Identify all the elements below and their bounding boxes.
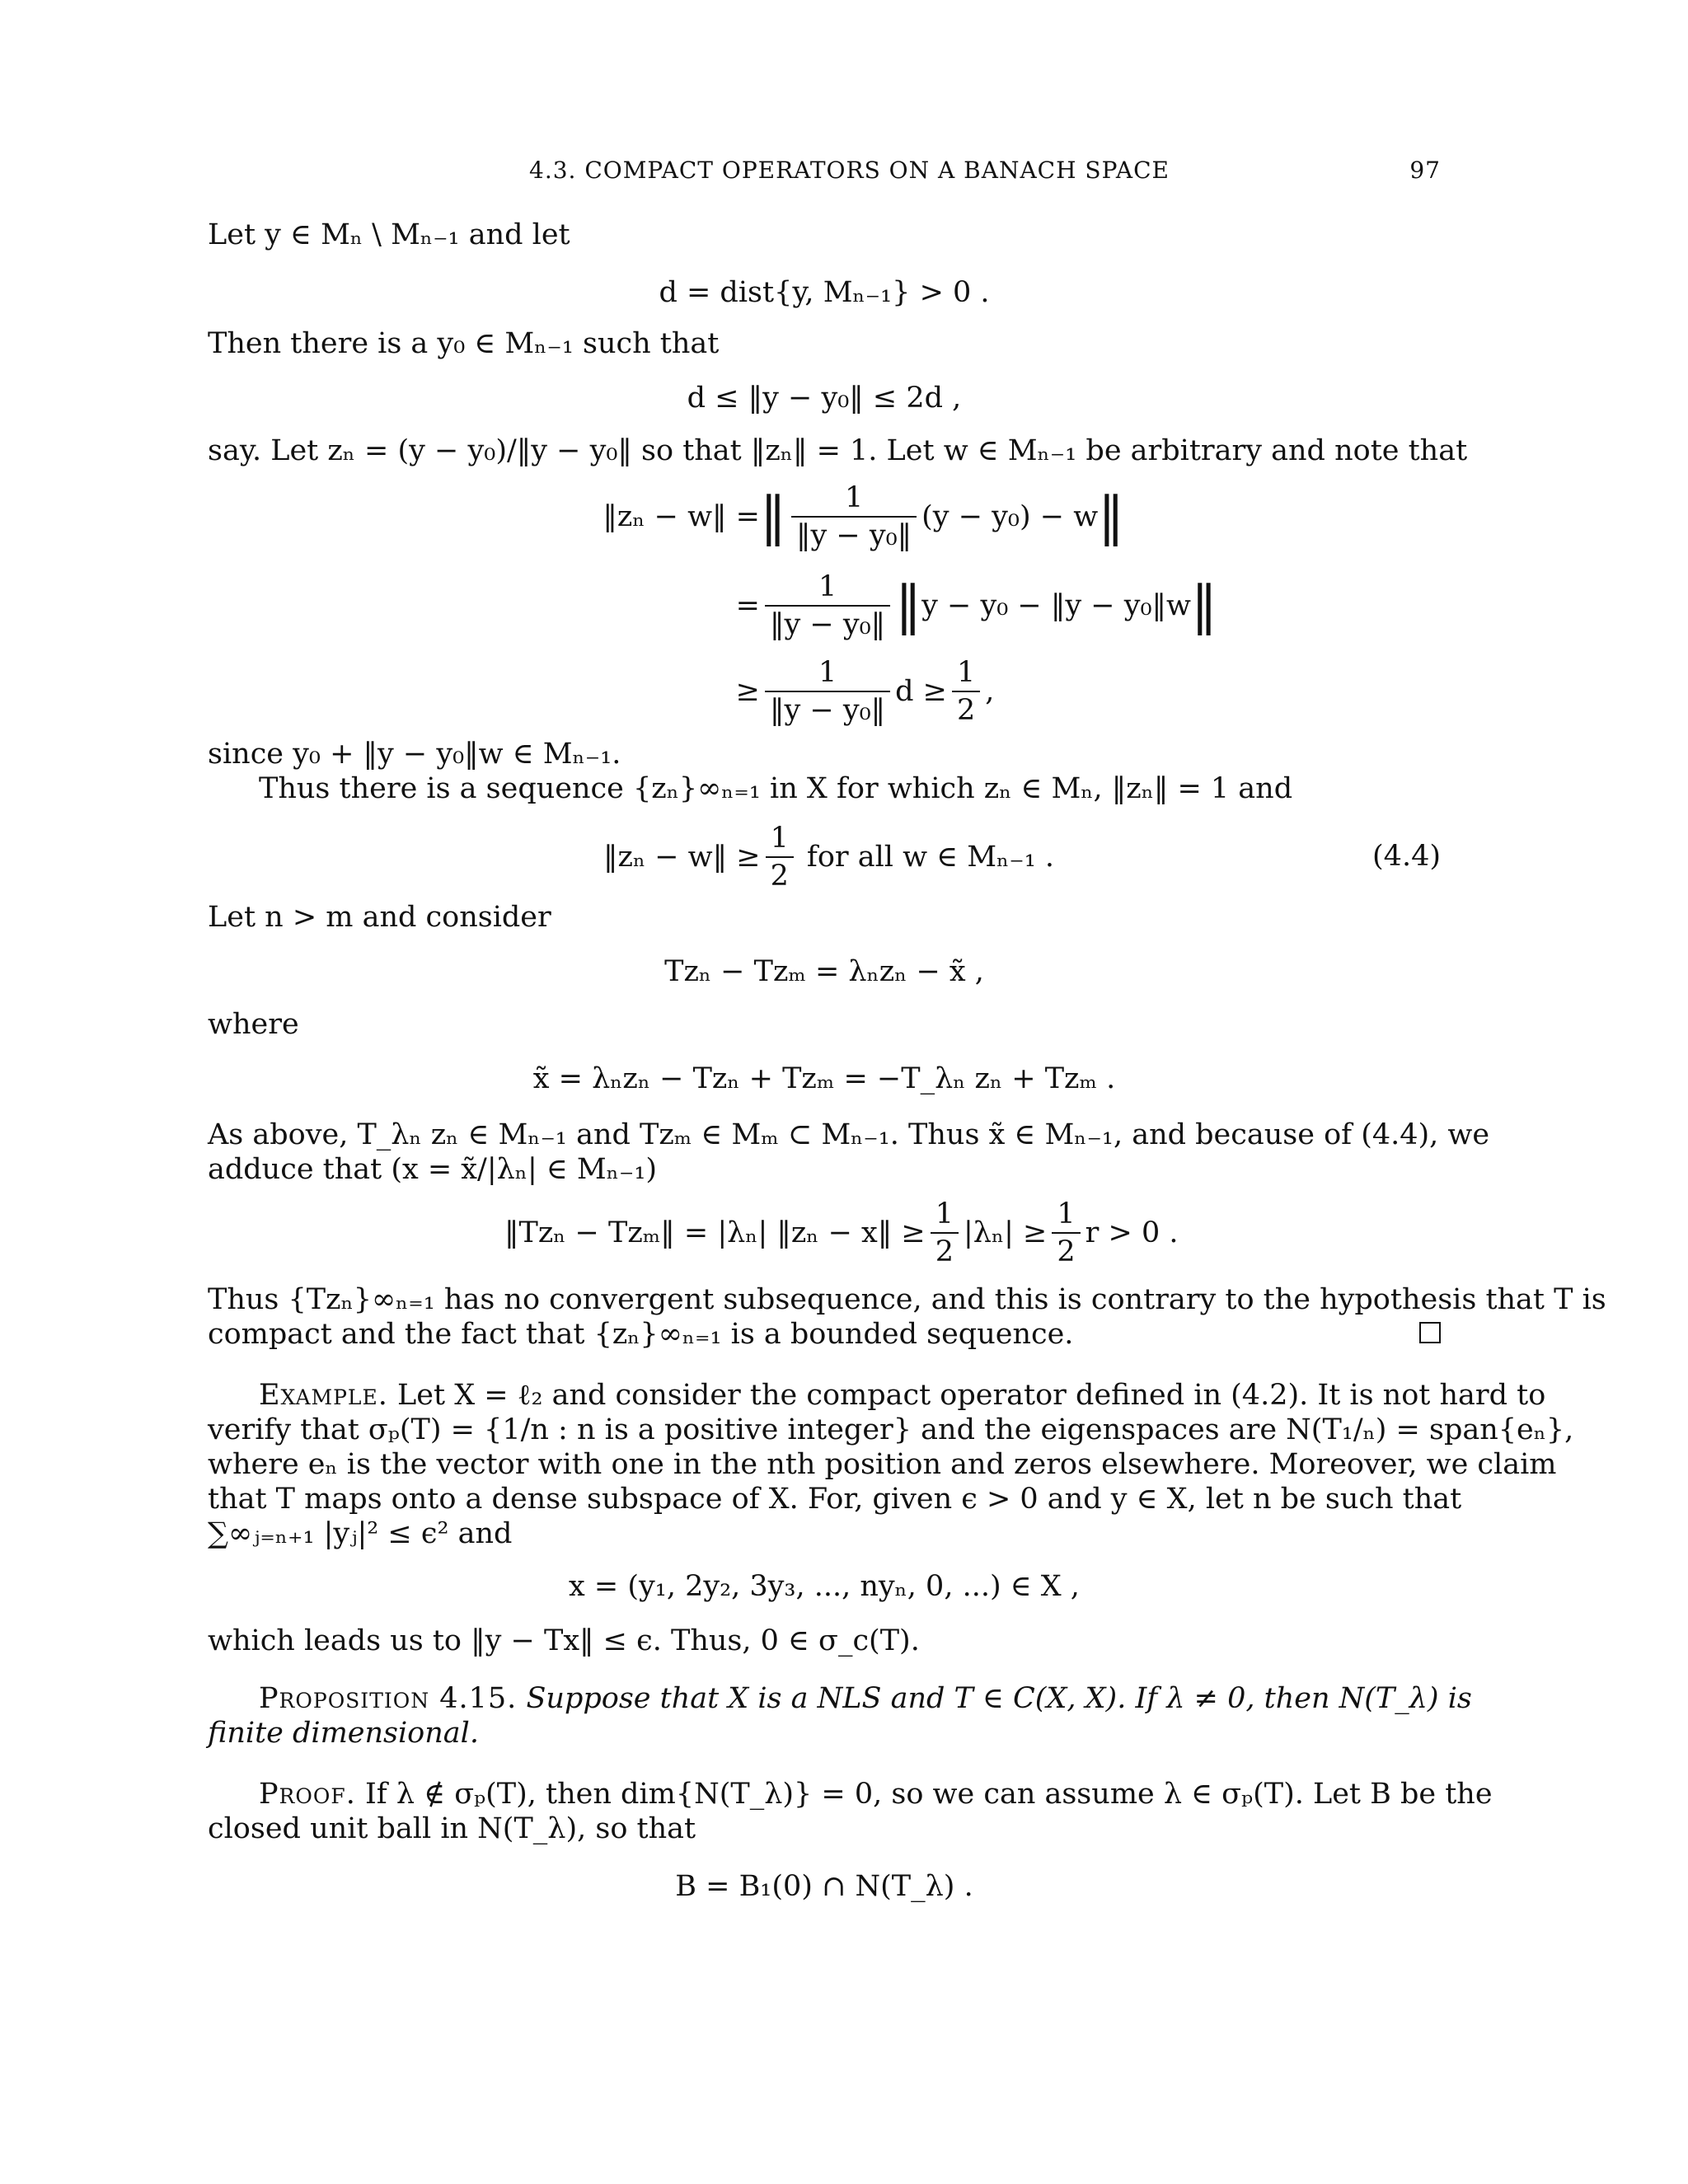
derivation-lhs: ‖zₙ − w‖ =: [603, 500, 760, 533]
equation-mid: |λₙ| ≥: [964, 1216, 1048, 1249]
text-line: [208, 1681, 1492, 1716]
fraction-half: [1052, 1196, 1080, 1270]
text-line: [208, 1378, 1546, 1413]
text-line: where: [208, 1008, 299, 1041]
qed-box-icon: [1419, 1322, 1441, 1343]
fraction-numerator: 1: [952, 654, 980, 692]
derivation-term: (y − y₀) − w: [921, 500, 1099, 533]
proof-label: Proof.: [259, 1778, 356, 1811]
equation-dist: d = dist{y, Mₙ₋₁} > 0 .: [659, 276, 990, 309]
fraction-numerator: 1: [791, 480, 917, 518]
derivation-term: d ≥: [895, 675, 948, 708]
derivation-row-2: [546, 560, 1217, 651]
norm-bar-left: ‖: [760, 486, 786, 547]
proposition-label: Proposition 4.15.: [259, 1682, 518, 1715]
running-header: 4.3. COMPACT OPERATORS ON A BANACH SPACE: [529, 157, 1170, 184]
text-line: [208, 1777, 1492, 1811]
equation-norm-inequality: [504, 1192, 1178, 1274]
fraction-numerator: 1: [765, 569, 890, 607]
text-line: [208, 1317, 1441, 1352]
text-line: adduce that (x = x̃/|λₙ| ∈ Mₙ₋₁): [208, 1153, 658, 1186]
equation-4-4: [603, 816, 1054, 898]
fraction-half: [931, 1196, 959, 1270]
fraction-half: [952, 654, 980, 729]
fraction: [765, 569, 890, 643]
text-line: Then there is a y₀ ∈ Mₙ₋₁ such that: [208, 327, 720, 360]
fraction-denominator: ‖y − y₀‖: [770, 694, 886, 727]
text-span: If λ ∉ σₚ(T), then dim{N(T_λ)} = 0, so we can assume λ ∈ σₚ(T). Let B be the: [364, 1778, 1493, 1811]
equation-b: B = B₁(0) ∩ N(T_λ) .: [675, 1870, 973, 1903]
page: [208, 0, 1606, 2184]
proposition-text: finite dimensional.: [208, 1717, 479, 1750]
fraction: [791, 480, 917, 554]
fraction: [765, 654, 890, 729]
fraction-denominator: 2: [935, 1235, 954, 1268]
derivation-row-1: [546, 471, 1124, 562]
norm-bar-right: ‖: [1098, 486, 1125, 547]
derivation-end: ,: [985, 675, 995, 708]
text-line: Thus {Tzₙ}∞ₙ₌₁ has no convergent subsequence, and this is contrary to the hypothesis that T is: [208, 1283, 1606, 1316]
page-number: 97: [1409, 157, 1441, 184]
text-line: [208, 1716, 1441, 1750]
equation-rhs: for all w ∈ Mₙ₋₁ .: [806, 841, 1054, 874]
derivation-row-3: [546, 646, 994, 737]
equation-bound: d ≤ ‖y − y₀‖ ≤ 2d ,: [687, 382, 962, 415]
derivation-lhs: ≥: [735, 675, 760, 708]
text-line: verify that σₚ(T) = {1/n : n is a positive integer} and the eigenspaces are N(T₁/ₙ) = span{eₙ},: [208, 1413, 1574, 1446]
equation-end: r > 0 .: [1085, 1216, 1179, 1249]
fraction-denominator: ‖y − y₀‖: [770, 608, 886, 641]
fraction-half: [766, 820, 794, 894]
text-span: compact and the fact that {zₙ}∞ₙ₌₁ is a bounded sequence.: [208, 1318, 1074, 1351]
text-line: Let n > m and consider: [208, 901, 551, 934]
fraction-numerator: 1: [765, 654, 890, 692]
fraction-denominator: ‖y − y₀‖: [796, 519, 912, 552]
equation-xtilde: x̃ = λₙzₙ − Tzₙ + Tzₘ = −T_λₙ zₙ + Tzₘ .: [532, 1062, 1116, 1095]
proposition-text: Suppose that X is a NLS and T ∈ C(X, X). If λ ≠ 0, then N(T_λ) is: [526, 1682, 1472, 1715]
text-line: where eₙ is the vector with one in the nth position and zeros elsewhere. Moreover, we claim: [208, 1448, 1557, 1481]
norm-bar-left: ‖: [895, 575, 922, 636]
text-line: Let y ∈ Mₙ \ Mₙ₋₁ and let: [208, 218, 570, 251]
example-label: Example.: [259, 1379, 388, 1412]
text-line: Thus there is a sequence {zₙ}∞ₙ₌₁ in X for which zₙ ∈ Mₙ, ‖zₙ‖ = 1 and: [259, 772, 1293, 805]
norm-bar-right: ‖: [1191, 575, 1217, 636]
text-line: say. Let zₙ = (y − y₀)/‖y − y₀‖ so that ‖zₙ‖ = 1. Let w ∈ Mₙ₋₁ be arbitrary and note that: [208, 434, 1468, 467]
text-line: which leads us to ‖y − Tx‖ ≤ ϵ. Thus, 0 ∈ σ_c(T).: [208, 1624, 920, 1657]
derivation-term: y − y₀ − ‖y − y₀‖w: [921, 589, 1191, 622]
fraction-numerator: 1: [931, 1196, 959, 1234]
derivation-lhs: =: [735, 589, 760, 622]
fraction-denominator: 2: [957, 694, 976, 727]
fraction-numerator: 1: [766, 820, 794, 858]
text-span: Let X = ℓ₂ and consider the compact operator defined in (4.2). It is not hard to: [397, 1379, 1546, 1412]
fraction-denominator: 2: [1057, 1235, 1076, 1268]
equation-tz: Tzₙ − Tzₘ = λₙzₙ − x̃ ,: [664, 955, 984, 988]
equation-lhs: ‖Tzₙ − Tzₘ‖ = |λₙ| ‖zₙ − x‖ ≥: [504, 1216, 926, 1249]
equation-tag: (4.4): [1372, 840, 1441, 873]
fraction-denominator: 2: [770, 860, 789, 893]
text-line: closed unit ball in N(T_λ), so that: [208, 1812, 696, 1845]
text-line: ∑∞ⱼ₌ₙ₊₁ |yⱼ|² ≤ ϵ² and: [208, 1517, 513, 1550]
text-line: that T maps onto a dense subspace of X. For, given ϵ > 0 and y ∈ X, let n be such that: [208, 1483, 1462, 1516]
equation-lhs: ‖zₙ − w‖ ≥: [603, 841, 761, 874]
text-line: since y₀ + ‖y − y₀‖w ∈ Mₙ₋₁.: [208, 738, 621, 771]
equation-x: x = (y₁, 2y₂, 3y₃, ..., nyₙ, 0, ...) ∈ X ,: [569, 1570, 1080, 1603]
fraction-numerator: 1: [1052, 1196, 1080, 1234]
text-line: As above, T_λₙ zₙ ∈ Mₙ₋₁ and Tzₘ ∈ Mₘ ⊂ Mₙ₋₁. Thus x̃ ∈ Mₙ₋₁, and because of (4.4), we: [208, 1118, 1490, 1151]
